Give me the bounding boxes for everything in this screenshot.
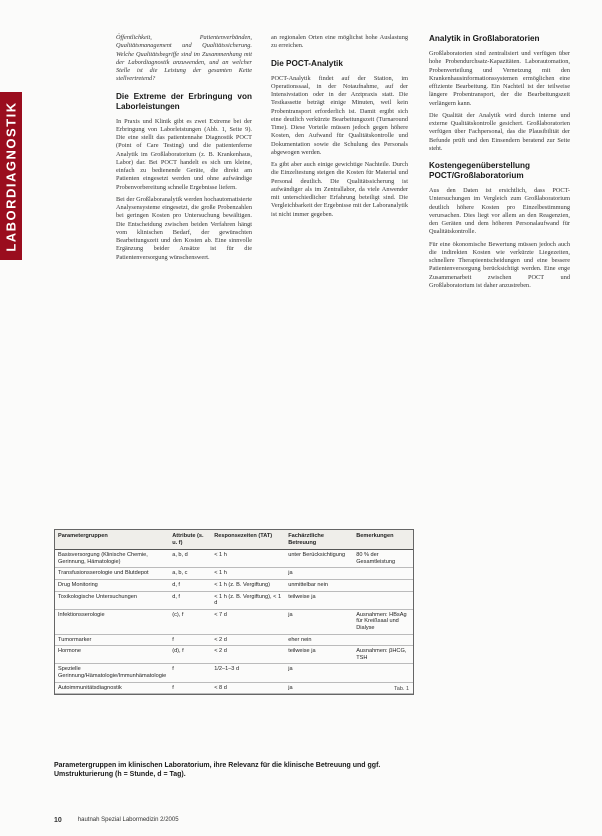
table-cell: Hormone <box>55 646 169 664</box>
table-cell: Basisversorgung (Klinische Chemie, Gerinnung, Hämatologie) <box>55 550 169 568</box>
table-cell: < 2 d <box>211 634 285 646</box>
table-cell: < 1 h <box>211 568 285 580</box>
paragraph: Aus den Daten ist ersichtlich, dass POCT-Untersuchungen im Vergleich zum Großlaboratorium deutlich höhere Kosten pro Einzelbestimmung verursachen. Dies liegt vor allem an den Reagenzien, den Geräten und dem höheren Personalaufwand für Qualitätskontrolle. <box>429 187 570 236</box>
paragraph: POCT-Analytik findet auf der Station, im Operationssaal, in der Notaufnahme, auf der Intensivstation oder in der Arztpraxis statt. Die Testkassette beträgt einige Minuten, weil kein Probentransport erforderlich ist. Damit ergibt sich eine deutlich verkürzte Bearbeitungszeit (Turnaround Time). Diese Vorteile müssen jedoch gegen höhere Kosten, den Aufwand für Qualitätskontrolle und Dokumentation sowie die Schulung des Personals abgewogen werden. <box>271 74 408 156</box>
table-header-cell: Bemerkungen <box>353 530 413 550</box>
table-cell <box>353 579 413 591</box>
table-cell: Tumormarker <box>55 634 169 646</box>
section-heading-grosslabor: Analytik in Großlaboratorien <box>429 34 540 43</box>
table-cell: ja <box>285 609 353 634</box>
paragraph: In Praxis und Klinik gibt es zwei Extreme bei der Erbringung von Laborleistungen (Abb. 1, Seite 9). Die eine stellt das patientennahe Diagnostik POCT (Point of Care Testing) und die patientenferne Analytik im Großlaboratorium (z. B. Krankenhaus, Labor) dar. Bei POCT handelt es sich um kleine, einfach zu bedienende Geräte, die direkt am Patienten eingesetzt werden und ohne aufwändige Probenvorbereitung schnelle Ergebnisse liefern. <box>116 117 252 191</box>
paragraph: Es gibt aber auch einige gewichtige Nachteile. Durch die Einzeltestung steigen die Kosten für Material und Personal deutlich. Die Qualitätssicherung ist aufwändiger als im Zentrallabor, da viele Anwender mit unterschiedlicher Erfahrung beteiligt sind. Die Vergleichbarkeit der Ergebnisse mit der Laboranalytik ist nicht immer gegeben. <box>271 161 408 218</box>
table-row <box>55 579 413 591</box>
table-cell: f <box>169 634 211 646</box>
paragraph: Für eine ökonomische Bewertung müssen jedoch auch die indirekten Kosten wie verkürzte Liegezeiten, schnellere Therapieentscheidungen und eine bessere Patientenversorgung berücksichtigt werden. Eine enge Zusammenarbeit zwischen POCT und Großlaboratorium ist daher anzustreben. <box>429 240 570 289</box>
table-cell: (c), f <box>169 609 211 634</box>
section-heading-extreme: Die Extreme der Erbringung von Laborleistungen <box>116 91 252 111</box>
table-cell: < 1 h (z. B. Vergiftung), < 1 d <box>211 591 285 609</box>
table-cell: Drug Monitoring <box>55 579 169 591</box>
table-header-cell: Responsezeiten (TAT) <box>211 530 285 550</box>
table-header-cell: Attribute (s. u. f) <box>169 530 211 550</box>
table-cell <box>353 634 413 646</box>
table-cell: < 2 d <box>211 646 285 664</box>
table-row <box>55 664 413 682</box>
table-cell: Infektionsserologie <box>55 609 169 634</box>
table-caption: Parametergruppen im klinischen Laboratorium, ihre Relevanz für die klinische Betreuung und ggf. Umstrukturierung (h = Stunde, d = Tag). <box>54 762 381 778</box>
section-side-tab <box>0 92 22 260</box>
paragraph: Großlaboratorien sind zentralisiert und verfügen über hohe Probendurchsatz-Kapazitäten. Laborautomation, Probenverteilung und Vernetzung mit den Krankenhausinformationssystemen ermöglichen eine effiziente Bearbeitung. Ein Nachteil ist der teilweise längere Probentransport, der die Bearbeitungszeit verlängern kann. <box>429 50 570 107</box>
table-cell: < 1 h (z. B. Vergiftung) <box>211 579 285 591</box>
table-row <box>55 591 413 609</box>
section-side-tab-label: LABORDIAGNOSTIK <box>3 100 19 252</box>
intro-paragraph: an regionalen Orten eine möglichst hohe Auslastung zu erreichen. <box>271 34 408 50</box>
table-cell: a, b, d <box>169 550 211 568</box>
table-cell: ja <box>285 682 353 694</box>
table-cell: d, f <box>169 591 211 609</box>
table-cell: teilweise ja <box>285 646 353 664</box>
table-cell: Transfusionsserologie und Blutdepot <box>55 568 169 580</box>
table-cell: Spezielle Gerinnung/Hämatologie/Immunhämatologie <box>55 664 169 682</box>
table-cell: unmittelbar nein <box>285 579 353 591</box>
table-cell <box>353 591 413 609</box>
table-cell: unter Berücksichtigung <box>285 550 353 568</box>
table-cell <box>353 664 413 682</box>
table-cell: Ausnahmen: βHCG, TSH <box>353 646 413 664</box>
table-cell: (d), f <box>169 646 211 664</box>
table-cell: f <box>169 682 211 694</box>
table-cell: d, f <box>169 579 211 591</box>
table-row <box>55 682 413 694</box>
table-cell: < 7 d <box>211 609 285 634</box>
table-cell: ja <box>285 664 353 682</box>
section-heading-poct: Die POCT-Analytik <box>271 58 343 68</box>
table-row <box>55 568 413 580</box>
table-cell: < 8 d <box>211 682 285 694</box>
table-cell: 80 % der Gesamtleistung <box>353 550 413 568</box>
table-row <box>55 609 413 634</box>
table-label: Tab. 1 <box>394 686 409 693</box>
table-row <box>55 550 413 568</box>
text-column-2 <box>271 34 408 223</box>
intro-paragraph: Öffentlichkeit, Patientenverbänden, Qualitätsmanagement und Qualitätssicherung. Welche Qualitätsbegriffe sind im Zusammenhang mit der Labordiagnostik anzuwenden, und an welcher Stelle ist die Leistung der gesamten Kette stellvertretend? <box>116 34 252 83</box>
table-cell: < 1 h <box>211 550 285 568</box>
page-number: 10 <box>54 817 62 824</box>
journal-name: hautnah Spezial Labormedizin 2/2005 <box>77 817 179 823</box>
parameter-table <box>55 530 413 694</box>
table-row <box>55 646 413 664</box>
table-cell: teilweise ja <box>285 591 353 609</box>
section-heading-kosten: Kostengegenüberstellung POCT/Großlaboratorium <box>429 161 530 180</box>
table-cell: ja <box>285 568 353 580</box>
table-header-row <box>55 530 413 550</box>
paragraph: Die Qualität der Analytik wird durch interne und externe Qualitätskontrolle gesichert. Großlaboratorien verfügen über Fachpersonal, das die Plausibilität der Befunde prüft und den Einsendern beratend zur Seite steht. <box>429 111 570 152</box>
table-cell: 1/2–1–3 d <box>211 664 285 682</box>
table-row <box>55 634 413 646</box>
table-cell: Toxikologische Untersuchungen <box>55 591 169 609</box>
table-body <box>55 550 413 694</box>
table-cell: Ausnahmen: HBsAg für Kreißsaal und Dialyse <box>353 609 413 634</box>
table-header-cell: Parametergruppen <box>55 530 169 550</box>
text-column-1 <box>116 34 252 266</box>
text-column-3 <box>429 34 570 294</box>
table-cell: Autoimmunitätsdiagnostik <box>55 682 169 694</box>
page-footer <box>54 817 354 824</box>
table-header-cell: Fachärztliche Betreuung <box>285 530 353 550</box>
parameter-table-box <box>54 529 414 695</box>
table-cell <box>353 568 413 580</box>
paragraph: Bei der Großlaboranalytik werden hochautomatisierte Analysensysteme eingesetzt, die große Probenzahlen bei geringen Kosten pro Untersuchung bewältigen. Die Entscheidung zwischen beiden Verfahren hängt vom klinischen Bedarf, der gewünschten Bearbeitungszeit und den Kosten ab. Eine sinnvolle Ergänzung beider Ansätze ist für die Patientenversorgung wünschenswert. <box>116 195 252 261</box>
table-cell: a, b, c <box>169 568 211 580</box>
table-cell: eher nein <box>285 634 353 646</box>
table-cell: f <box>169 664 211 682</box>
